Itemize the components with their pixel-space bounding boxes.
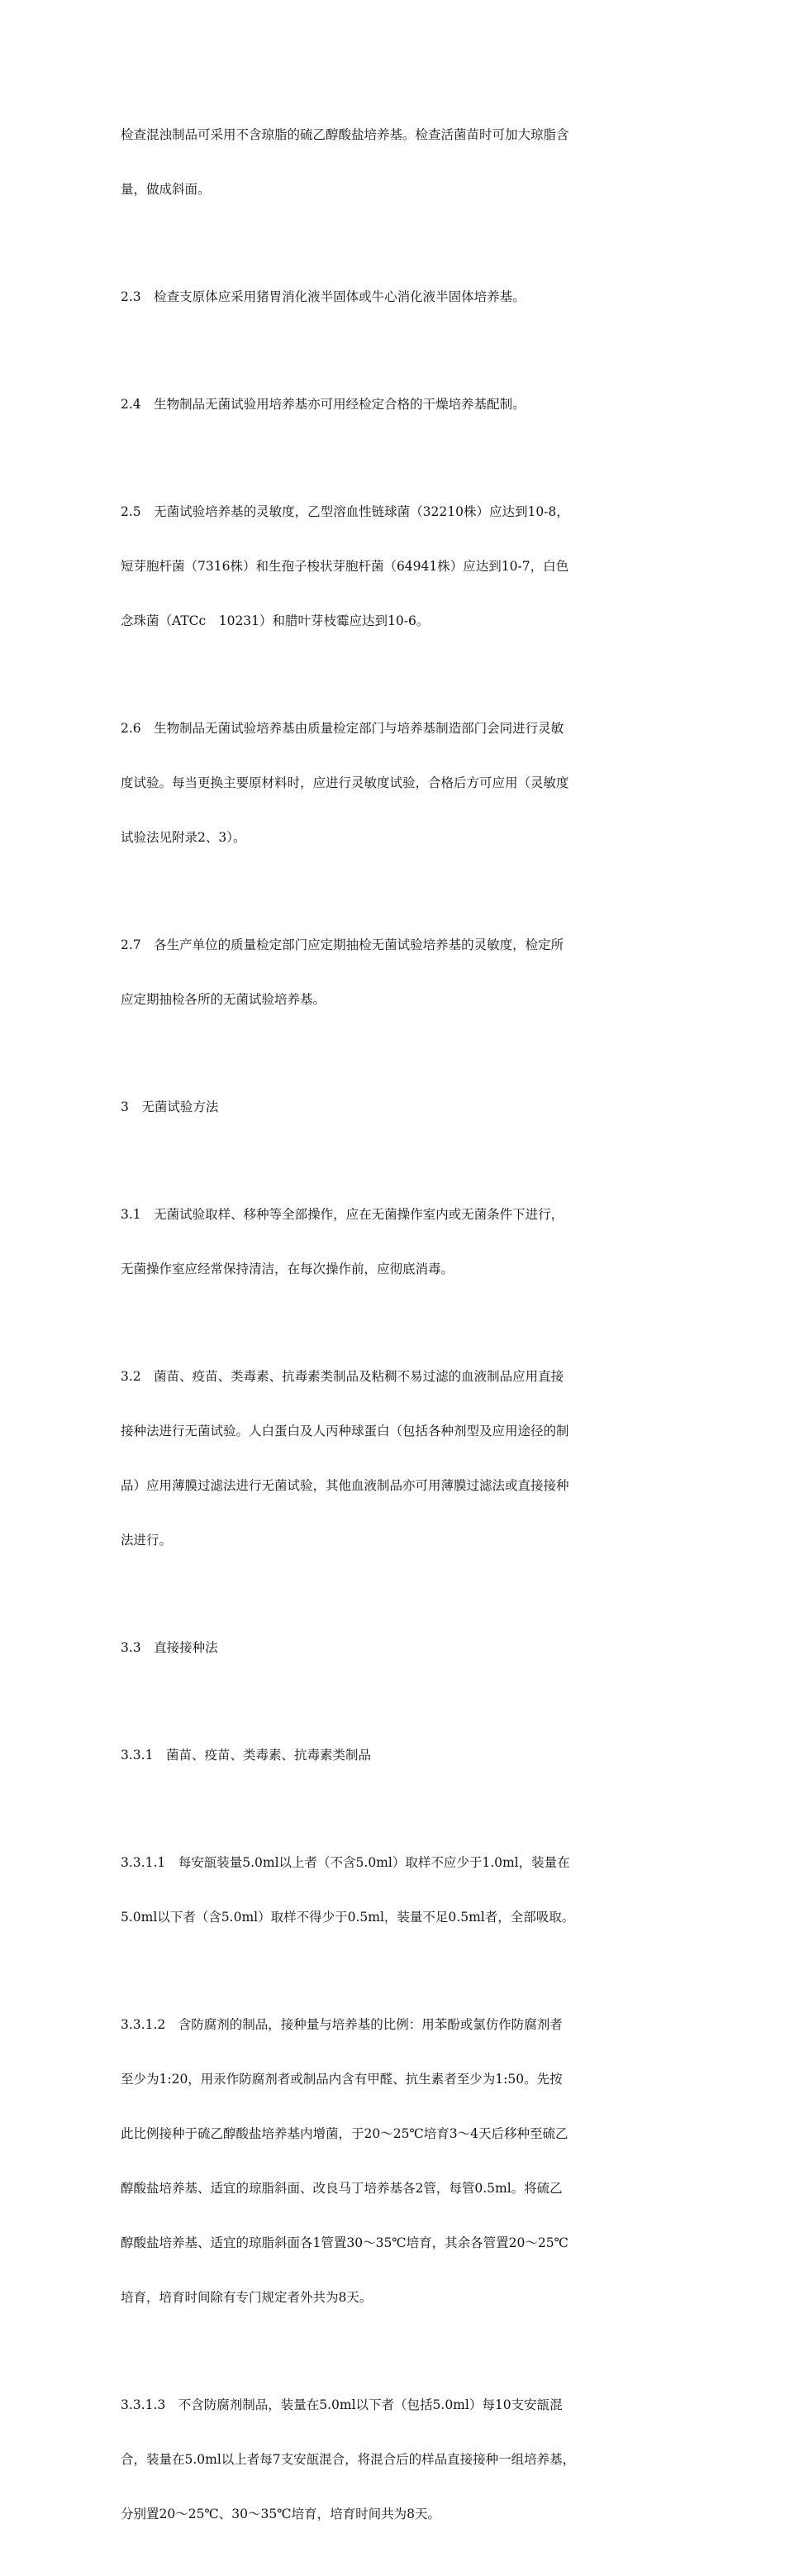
text-line: 无菌操作室应经常保持清洁，在每次操作前，应彻底消毒。 xyxy=(121,1262,454,1276)
text-line: 培育，培育时间除有专门规定者外共为8天。 xyxy=(121,2290,373,2305)
text-line: 3.3.1 菌苗、疫苗、类毒素、抗毒素类制品 xyxy=(121,1748,371,1763)
text-line: 量，做成斜面。 xyxy=(121,182,211,197)
text-line: 醇酸盐培养基、适宜的琼脂斜面、改良马丁培养基各2管，每管0.5ml。将硫乙 xyxy=(121,2181,563,2196)
text-line: 3.3.1.2 含防腐剂的制品，接种量与培养基的比例：用苯酚或氯仿作防腐剂者 xyxy=(121,2017,563,2032)
paragraph-2-3 xyxy=(121,251,683,342)
text-line: 3.3.1.1 每安瓿装量5.0ml以上者（不含5.0ml）取样不应少于1.0ml，装量在 xyxy=(121,1855,570,1870)
text-line: 3.2 菌苗、疫苗、类毒素、抗毒素类制品及粘稠不易过滤的血液制品应用直接 xyxy=(121,1369,564,1384)
text-line: 至少为1:20，用汞作防腐剂者或制品内含有甲醛、抗生素者至少为1:50。先按 xyxy=(121,2072,563,2087)
text-line: 此比例接种于硫乙醇酸盐培养基内增菌，于20～25℃培育3～4天后移种至硫乙 xyxy=(121,2126,569,2141)
paragraph-3-3-1-2 xyxy=(121,1979,683,2343)
paragraph-3-3-1-3 xyxy=(121,2359,683,2559)
text-line: 念珠菌（ATCc 10231）和腊叶芽枝霉应达到10-6。 xyxy=(121,613,430,628)
text-line: 法进行。 xyxy=(121,1533,173,1548)
text-line: 试验法见附录2、3）。 xyxy=(121,830,246,845)
text-line: 检查混浊制品可采用不含琼脂的硫乙醇酸盐培养基。检查活菌苗时可加大琼脂含 xyxy=(121,127,569,142)
text-line: 度试验。每当更换主要原材料时，应进行灵敏度试验，合格后方可应用（灵敏度 xyxy=(121,775,569,790)
text-line: 分别置20～25℃、30～35℃培育，培育时间共为8天。 xyxy=(121,2507,440,2521)
paragraph-2-7 xyxy=(121,899,683,1045)
text-line: 应定期抽检各所的无菌试验培养基。 xyxy=(121,992,326,1007)
section-heading-3 xyxy=(121,1061,683,1152)
section-heading-3-3-1 xyxy=(121,1710,683,1801)
paragraph-intro xyxy=(121,89,683,235)
text-line: 2.3 检查支原体应采用猪胃消化液半固体或牛心消化液半固体培养基。 xyxy=(121,289,526,304)
text-line: 醇酸盐培养基、适宜的琼脂斜面各1管置30～35℃培育，其余各管置20～25℃ xyxy=(121,2235,569,2250)
document-page xyxy=(121,89,683,2576)
text-line: 5.0ml以下者（含5.0ml）取样不得少于0.5ml，装量不足0.5ml者，全部吸取。 xyxy=(121,1910,575,1925)
text-line: 3 无菌试验方法 xyxy=(121,1100,219,1114)
paragraph-2-5 xyxy=(121,466,683,666)
text-line: 2.6 生物制品无菌试验培养基由质量检定部门与培养基制造部门会同进行灵敏 xyxy=(121,721,564,736)
paragraph-2-6 xyxy=(121,683,683,883)
text-line: 3.3.1.3 不含防腐剂制品，装量在5.0ml以下者（包括5.0ml）每10支安瓿混 xyxy=(121,2397,563,2412)
text-line: 3.3 直接接种法 xyxy=(121,1640,218,1655)
text-line: 2.4 生物制品无菌试验用培养基亦可用经检定合格的干燥培养基配制。 xyxy=(121,397,526,412)
text-line: 接种法进行无菌试验。人白蛋白及人丙种球蛋白（包括各种剂型及应用途径的制 xyxy=(121,1424,569,1438)
paragraph-2-4 xyxy=(121,359,683,450)
text-line: 2.7 各生产单位的质量检定部门应定期抽检无菌试验培养基的灵敏度，检定所 xyxy=(121,937,564,952)
text-line: 短芽胞杆菌（7316株）和生孢子梭状芽胞杆菌（64941株）应达到10-7，白色 xyxy=(121,559,569,574)
text-line: 2.5 无菌试验培养基的灵敏度，乙型溶血性链球菌（32210株）应达到10-8， xyxy=(121,504,569,519)
text-line: 3.1 无菌试验取样、移种等全部操作，应在无菌操作室内或无菌条件下进行， xyxy=(121,1207,564,1222)
text-line: 品）应用薄膜过滤法进行无菌试验，其他血液制品亦可用薄膜过滤法或直接接种 xyxy=(121,1478,569,1493)
section-heading-3-3 xyxy=(121,1602,683,1693)
paragraph-3-1 xyxy=(121,1169,683,1314)
paragraph-3-2 xyxy=(121,1331,683,1586)
text-line: 合，装量在5.0ml以上者每7支安瓿混合，将混合后的样品直接接种一组培养基， xyxy=(121,2452,576,2467)
paragraph-3-3-1-1 xyxy=(121,1817,683,1963)
